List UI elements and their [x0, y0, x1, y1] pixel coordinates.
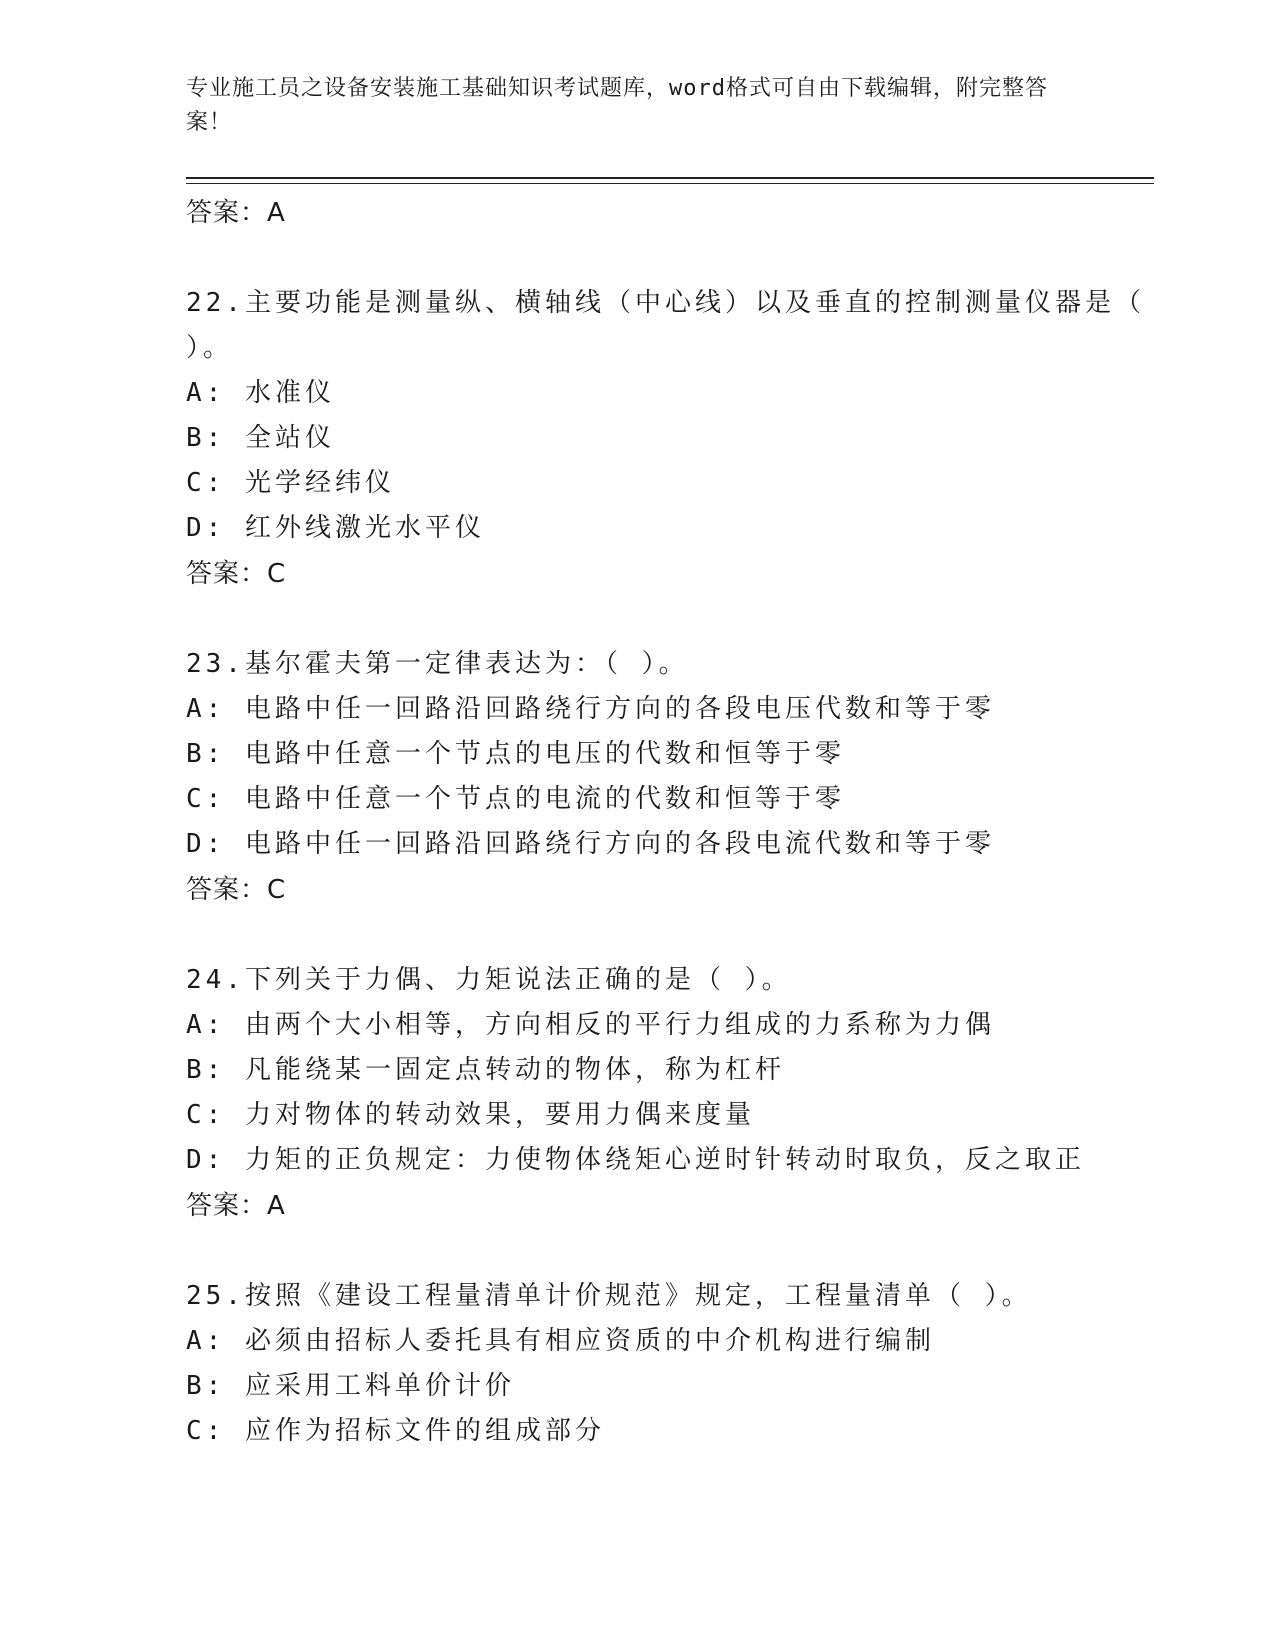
option-a: A: 由两个大小相等，方向相反的平行力组成的力系称为力偶 [186, 1010, 995, 1040]
option-b: B: 电路中任意一个节点的电压的代数和恒等于零 [186, 739, 845, 769]
option-b: B: 全站仪 [186, 423, 335, 453]
option-b: B: 凡能绕某一固定点转动的物体，称为杠杆 [186, 1055, 785, 1085]
answer-label: 答案：C [186, 875, 287, 905]
option-c: C: 电路中任意一个节点的电流的代数和恒等于零 [186, 784, 845, 814]
question-stem: 22.主要功能是测量纵、横轴线（中心线）以及垂直的控制测量仪器是（ ）。 [186, 288, 1145, 363]
document-header: 专业施工员之设备安装施工基础知识考试题库，word格式可自由下载编辑，附完整答案！ [186, 76, 1048, 135]
question-23 [186, 642, 1154, 913]
header-divider-thin [186, 183, 1154, 184]
option-a: A: 电路中任一回路沿回路绕行方向的各段电压代数和等于零 [186, 694, 995, 724]
option-a: A: 必须由招标人委托具有相应资质的中介机构进行编制 [186, 1326, 935, 1356]
option-d: D: 电路中任一回路沿回路绕行方向的各段电流代数和等于零 [186, 829, 995, 859]
answer-label: 答案：A [186, 198, 286, 228]
answer-label: 答案：C [186, 559, 287, 589]
question-stem: 24.下列关于力偶、力矩说法正确的是（ ）。 [186, 965, 792, 995]
option-c: C: 光学经纬仪 [186, 468, 395, 498]
option-b: B: 应采用工料单价计价 [186, 1371, 515, 1401]
spacer [186, 597, 1154, 642]
question-content [186, 190, 1154, 1454]
question-stem: 25.按照《建设工程量清单计价规范》规定，工程量清单（ ）。 [186, 1281, 1032, 1311]
spacer [186, 236, 1154, 281]
question-24 [186, 958, 1154, 1229]
answer-label: 答案：A [186, 1191, 286, 1221]
option-d: D: 力矩的正负规定：力使物体绕矩心逆时针转动时取负，反之取正 [186, 1145, 1085, 1175]
option-d: D: 红外线激光水平仪 [186, 513, 485, 543]
question-stem: 23.基尔霍夫第一定律表达为：（ ）。 [186, 649, 689, 679]
option-c: C: 应作为招标文件的组成部分 [186, 1416, 605, 1446]
header-divider-thick [186, 177, 1154, 179]
question-25 [186, 1274, 1154, 1454]
option-c: C: 力对物体的转动效果，要用力偶来度量 [186, 1100, 755, 1130]
option-a: A: 水准仪 [186, 378, 335, 408]
question-22 [186, 281, 1154, 597]
spacer [186, 1229, 1154, 1274]
spacer [186, 913, 1154, 958]
